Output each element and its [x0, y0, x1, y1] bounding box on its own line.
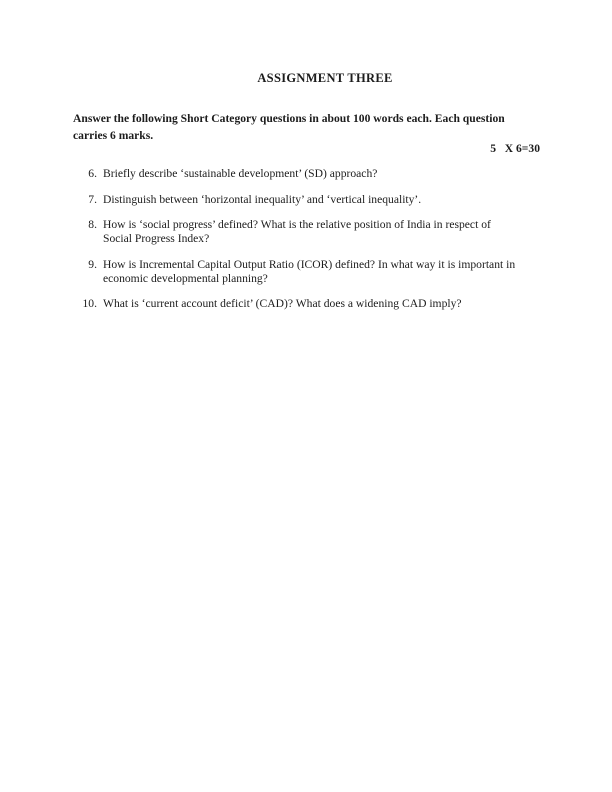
question-text — [103, 193, 555, 207]
instructions-line-1: Answer the following Short Category questions in about 100 words each. Each question — [73, 112, 505, 125]
instructions-paragraph — [73, 111, 573, 144]
question-text-line: Distinguish between ‘horizontal inequality’ and ‘vertical inequality’. — [103, 192, 422, 206]
question-text-line: How is Incremental Capital Output Ratio (ICOR) defined? In what way it is important in — [103, 257, 516, 271]
question-text — [103, 297, 555, 311]
question-text-line: How is ‘social progress’ defined? What is the relative position of India in respect of — [103, 218, 491, 232]
question-number: 8. — [88, 218, 97, 232]
question-text-line: economic developmental planning? — [103, 271, 268, 285]
question-number: 10. — [82, 297, 97, 311]
question-number: 9. — [88, 257, 97, 271]
marks-total-line: 5 X 6=30 — [490, 142, 540, 155]
assignment-title: ASSIGNMENT THREE — [257, 71, 393, 85]
question-text-line: Briefly describe ‘sustainable development’ (SD) approach? — [103, 167, 378, 180]
instructions-line-2: carries 6 marks. — [73, 128, 154, 142]
question-text-line: What is ‘current account deficit’ (CAD)? What does a widening CAD imply? — [103, 297, 462, 311]
question-number: 7. — [88, 192, 97, 206]
question-text — [103, 258, 555, 285]
question-item-7 — [73, 193, 555, 207]
question-text — [103, 218, 555, 245]
question-text-line: Social Progress Index? — [103, 232, 210, 246]
question-item-8 — [73, 218, 555, 245]
question-list — [73, 167, 555, 323]
question-item-9 — [73, 258, 555, 285]
question-item-6 — [73, 167, 555, 181]
question-text — [103, 167, 555, 181]
question-number: 6. — [88, 167, 97, 180]
question-item-10 — [73, 297, 555, 311]
